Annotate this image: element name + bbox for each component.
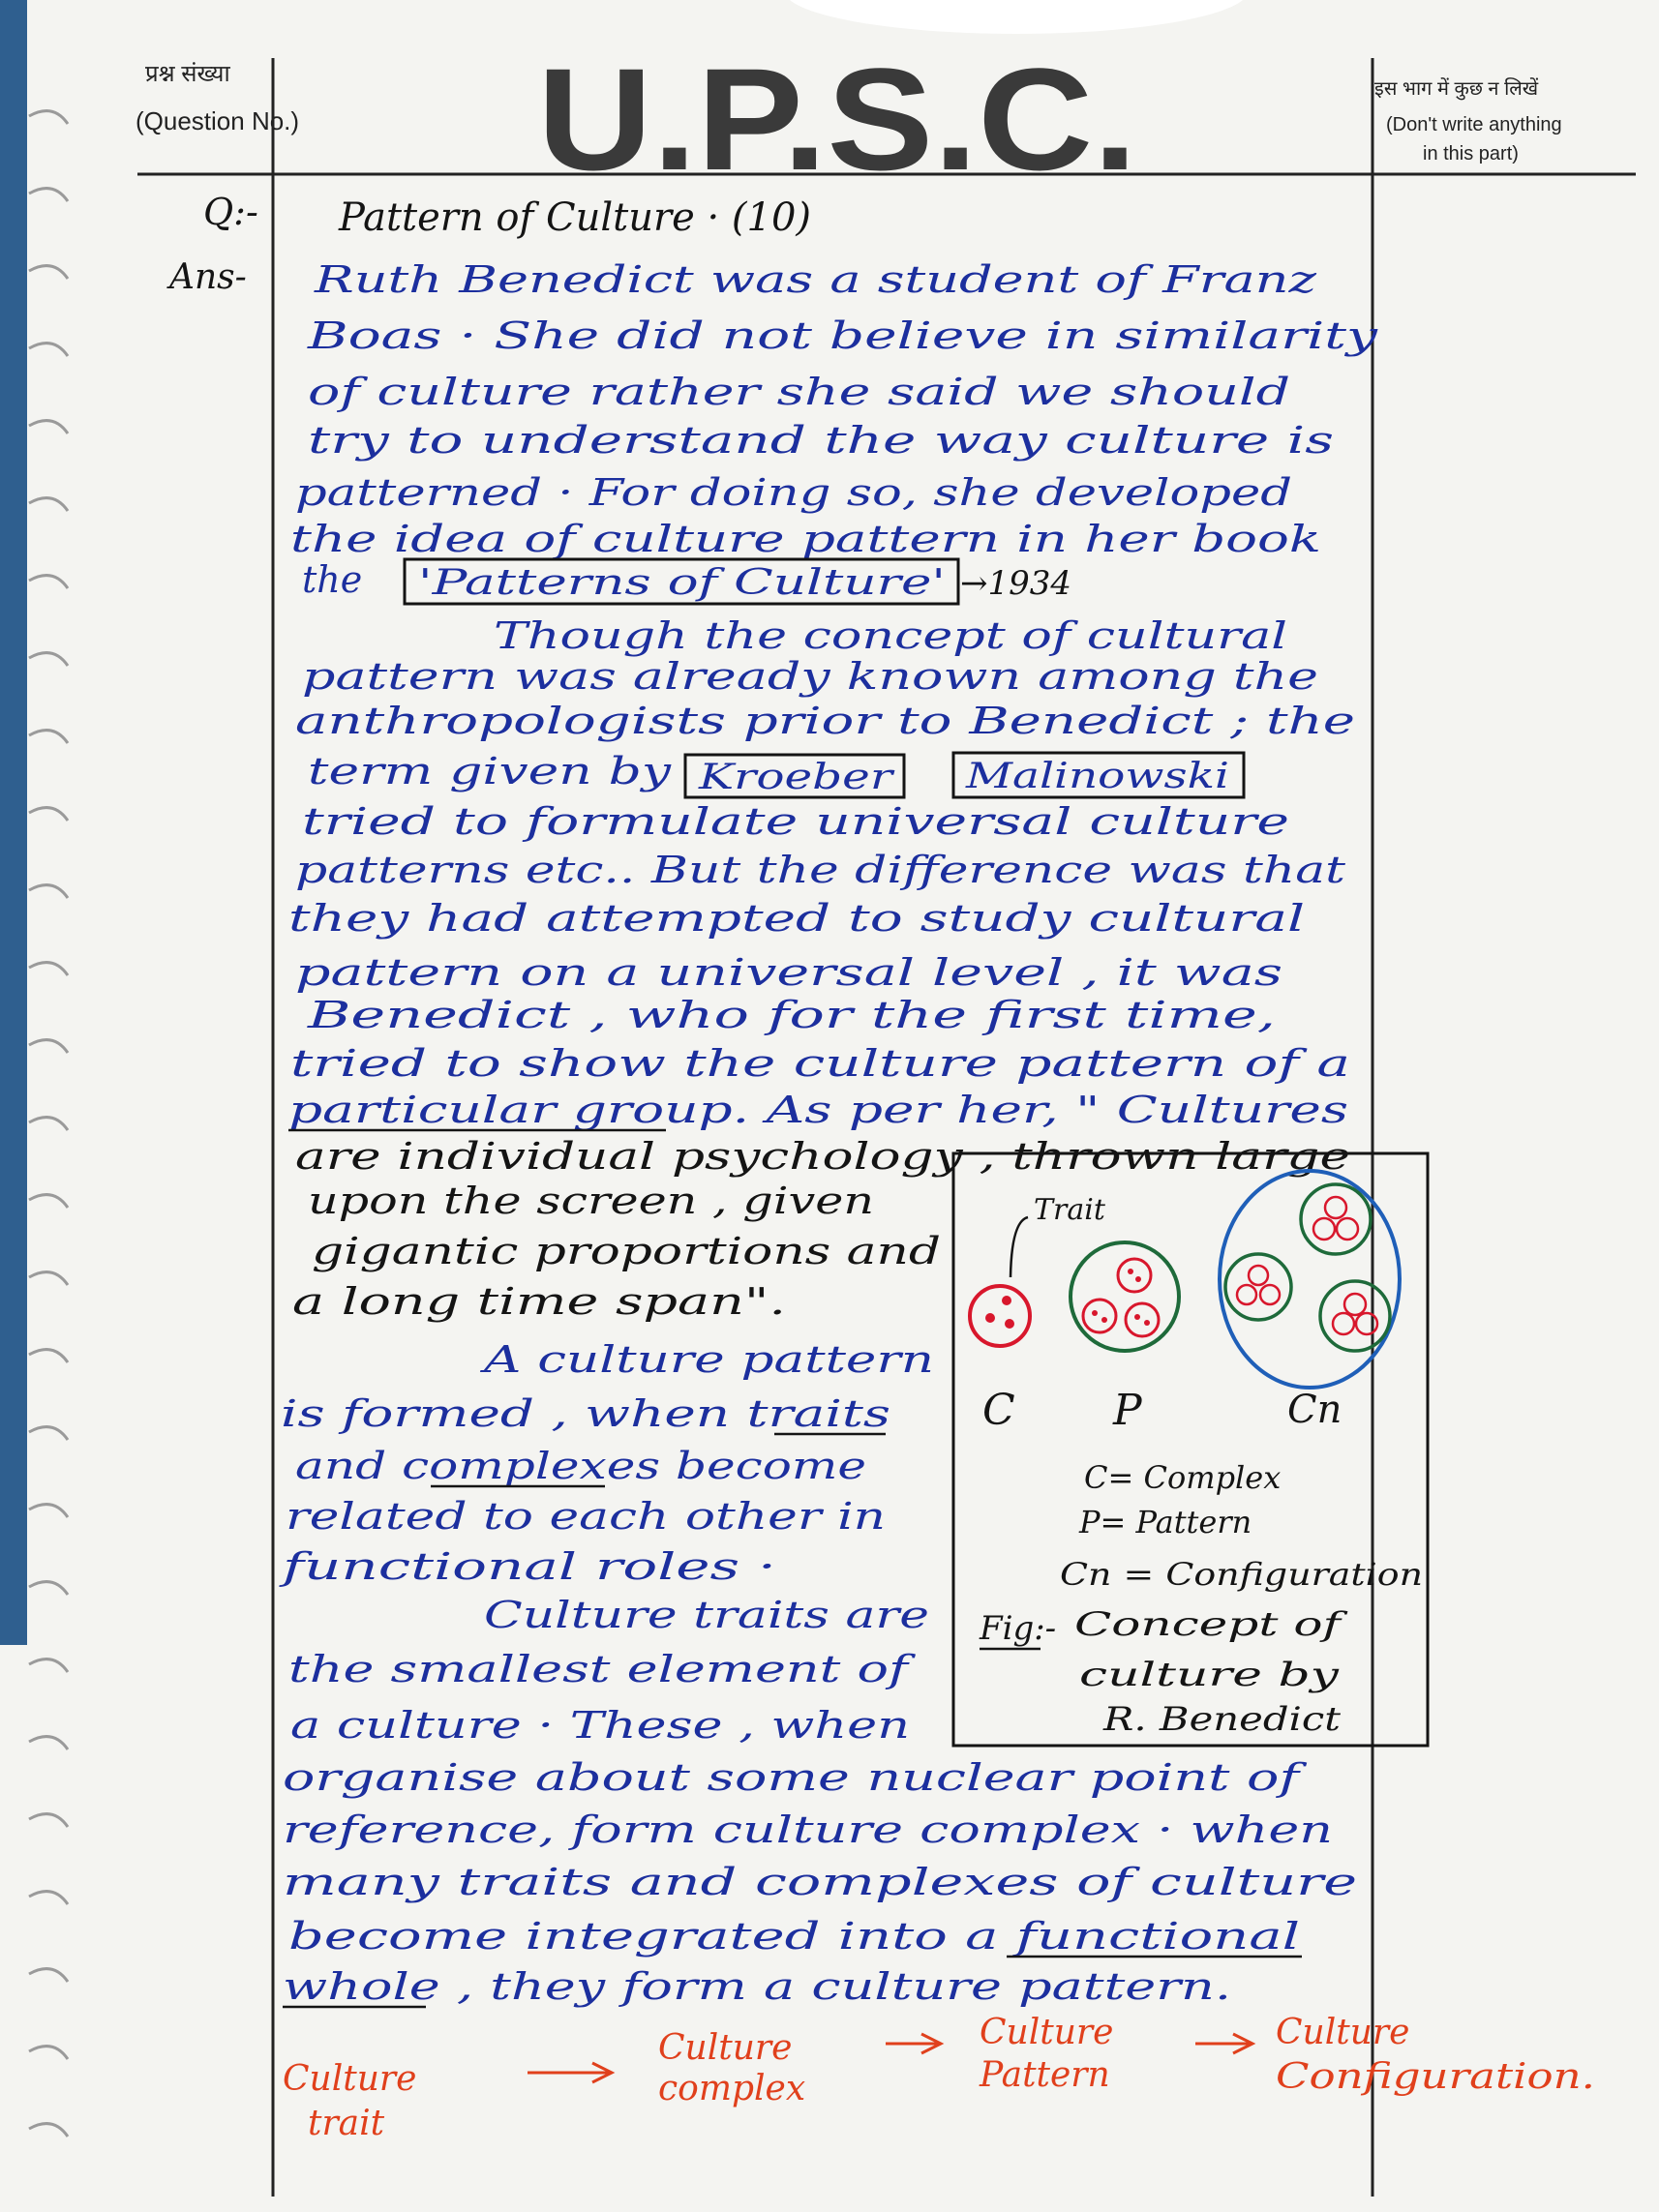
margin-note-hindi: इस भाग में कुछ न लिखें — [1374, 78, 1539, 100]
answer-line: reference, form culture complex · when — [283, 1808, 1333, 1851]
answer-line: tried to show the culture pattern of a — [290, 1042, 1350, 1085]
answer-line: they had attempted to study cultural — [288, 897, 1305, 940]
caption-line-1: Concept of — [1074, 1605, 1348, 1644]
fig-label: Fig:- — [980, 1609, 1057, 1648]
label-cn: Cn — [1287, 1388, 1342, 1432]
legend-pattern: P= Pattern — [1079, 1504, 1252, 1540]
answer-line: a long time span". — [292, 1280, 786, 1323]
answer-line: pattern on a universal level , it was — [295, 951, 1282, 994]
answer-line: patterns etc.. But the difference was that — [295, 849, 1346, 891]
answer-line: patterned · For doing so, she developed — [295, 471, 1292, 514]
answer-line: many traits and complexes of culture — [283, 1861, 1357, 1903]
answer-line: the smallest element of — [288, 1648, 917, 1690]
name-2: Malinowski — [964, 757, 1229, 796]
answer-line: related to each other in — [286, 1495, 886, 1538]
margin-note-line-2: in this part) — [1423, 143, 1519, 164]
book-year: →1934 — [960, 564, 1072, 603]
answer-marker: Ans- — [169, 257, 247, 297]
answer-line: Boas · She did not believe in similarity — [306, 314, 1378, 357]
answer-line: become integrated into a functional — [288, 1915, 1300, 1958]
flow-step-configuration: Culture — [1276, 2013, 1410, 2052]
answer-line: a culture · These , when — [290, 1704, 910, 1747]
answer-line: A culture pattern — [479, 1338, 934, 1381]
flow-step-complex-b: complex — [658, 2069, 806, 2108]
answer-line: anthropologists prior to Benedict ; the — [295, 700, 1355, 742]
answer-line: try to understand the way culture is — [308, 419, 1334, 462]
answer-line: whole , they form a culture pattern. — [283, 1965, 1231, 2008]
question-text: Pattern of Culture · (10) — [339, 195, 812, 240]
arrow-2 — [886, 2034, 941, 2053]
answer-line: functional roles · — [278, 1545, 776, 1588]
arrow-1 — [528, 2063, 612, 2082]
answer-line: organise about some nuclear point of — [283, 1756, 1308, 1799]
flow-step-pattern: Culture — [980, 2013, 1114, 2052]
flow-step-trait-b: trait — [308, 2104, 385, 2143]
caption-line-2: culture by — [1079, 1656, 1341, 1694]
margin-note-line-1: (Don't write anything — [1386, 114, 1562, 135]
complex-icon — [970, 1286, 1030, 1346]
answer-line: particular group. As per her, " Cultures — [288, 1089, 1348, 1131]
answer-line: pattern was already known among the — [302, 655, 1318, 698]
answer-line: tried to formulate universal culture — [302, 800, 1289, 843]
answer-line: Culture traits are — [484, 1594, 929, 1636]
answer-line: gigantic proportions and — [312, 1230, 941, 1272]
answer-line: the idea of culture pattern in her book — [290, 518, 1321, 560]
caption-line-3: R. Benedict — [1101, 1700, 1342, 1739]
answer-line: the — [302, 558, 363, 601]
question-no-label: (Question No.) — [136, 106, 300, 135]
book-title: 'Patterns of Culture' — [418, 563, 946, 603]
flow-step-pattern-b: Pattern — [980, 2055, 1110, 2095]
answer-line: upon the screen , given — [308, 1180, 874, 1222]
spiral-holes — [29, 111, 68, 2137]
binding-strip — [0, 0, 27, 1645]
label-c: C — [982, 1386, 1015, 1435]
flow-step-complex: Culture — [658, 2028, 793, 2068]
trait-label: Trait — [1034, 1193, 1105, 1227]
legend-configuration: Cn = Configuration — [1060, 1556, 1423, 1593]
pattern-icon — [1071, 1242, 1179, 1351]
glare — [784, 0, 1249, 34]
answer-line: is formed , when traits — [281, 1392, 890, 1435]
answer-line: term given by — [308, 750, 672, 792]
answer-line: Though the concept of cultural — [494, 614, 1287, 657]
name-1: Kroeber — [697, 758, 895, 797]
upsc-logo: U.P.S.C. — [537, 38, 1137, 200]
answer-line: and complexes become — [295, 1445, 866, 1487]
flow-step-configuration-b: Configuration. — [1276, 2057, 1595, 2097]
answer-line: are individual psychology , thrown large — [295, 1135, 1350, 1178]
question-no-hindi: प्रश्न संख्या — [145, 61, 230, 87]
answer-line: Benedict , who for the first time, — [306, 994, 1276, 1036]
culture-flow-chain — [283, 2013, 1595, 2143]
question-marker: Q:- — [203, 191, 258, 233]
label-p: P — [1113, 1386, 1142, 1435]
legend-complex: C= Complex — [1084, 1459, 1282, 1496]
flow-step-trait: Culture — [283, 2059, 417, 2099]
answer-line: of culture rather she said we should — [308, 371, 1290, 413]
arrow-3 — [1195, 2034, 1252, 2053]
answer-line: Ruth Benedict was a student of Franz — [313, 258, 1318, 301]
trait-pointer — [1010, 1217, 1028, 1277]
culture-concept-figure — [953, 1153, 1428, 1746]
